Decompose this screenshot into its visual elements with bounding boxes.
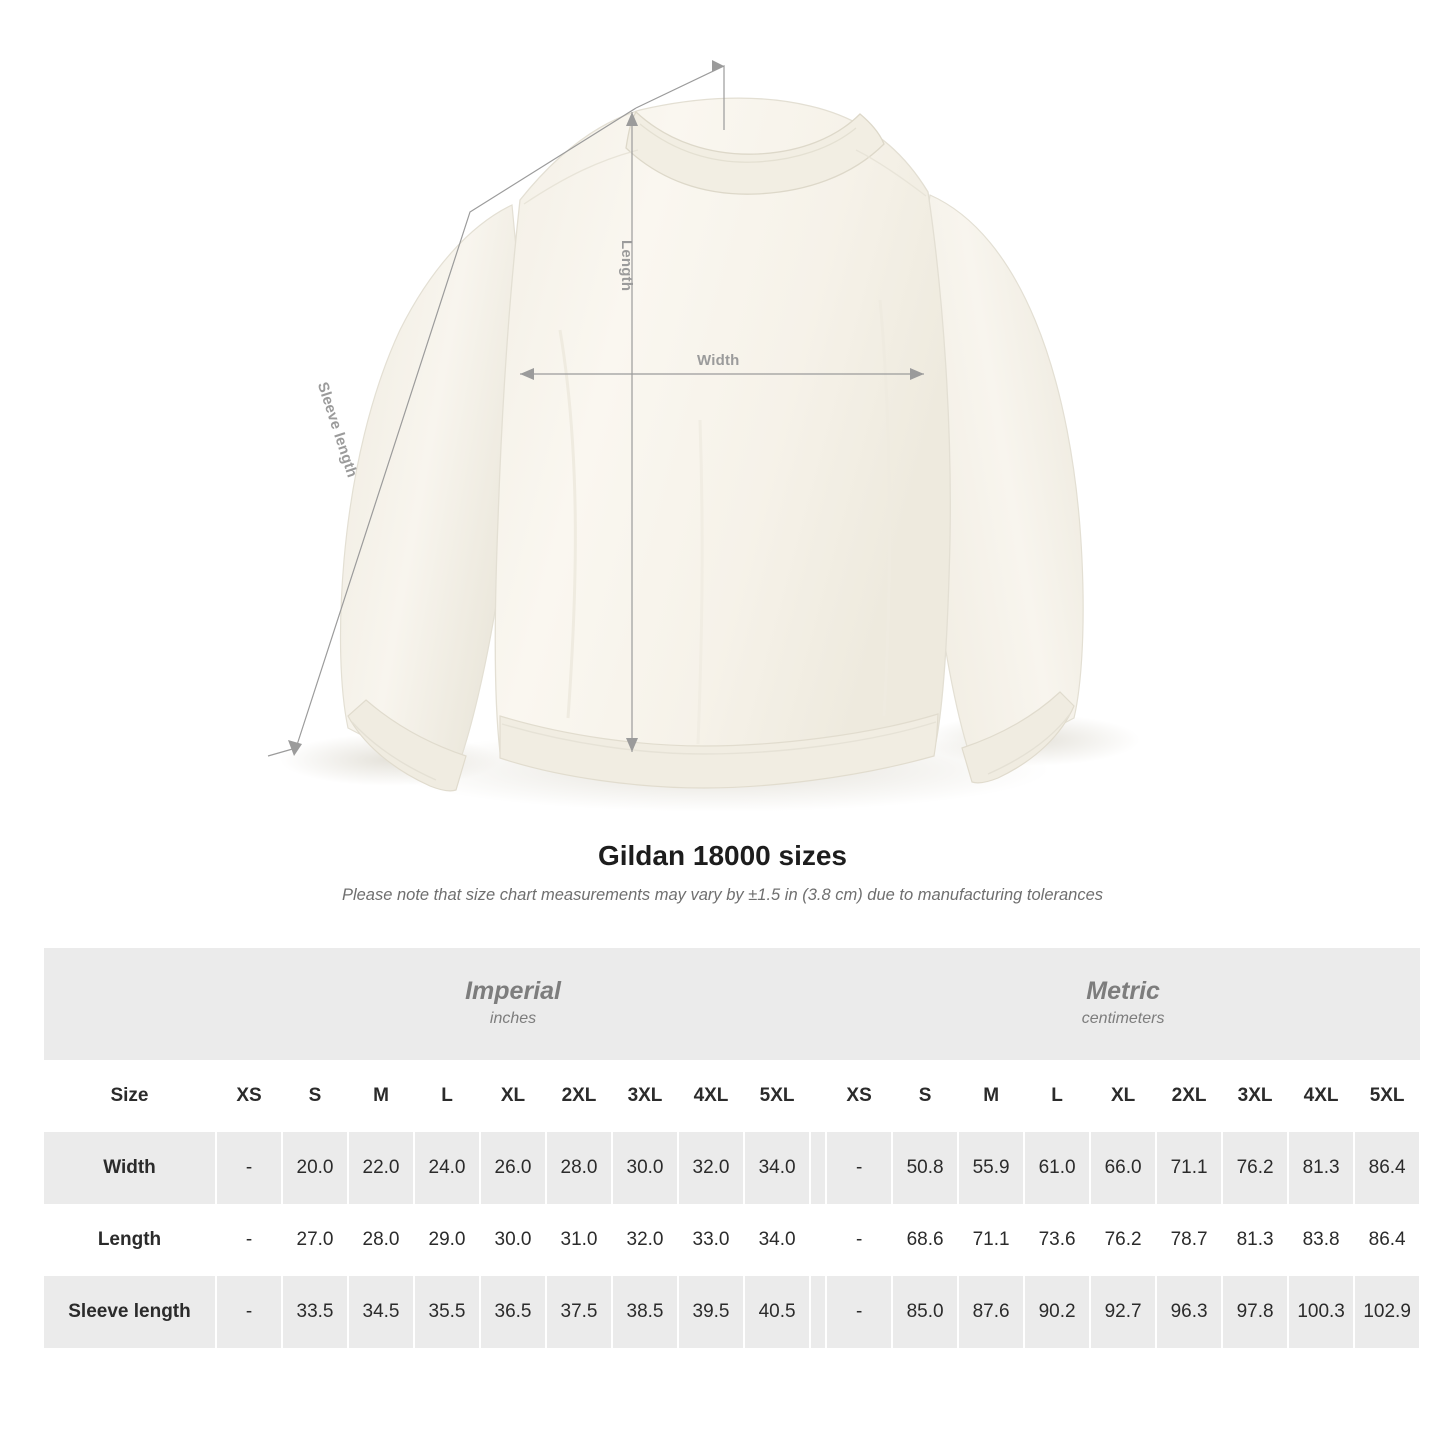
- col-header-imperial-s: S: [282, 1060, 348, 1132]
- size-table: [44, 948, 1421, 1348]
- cell-length-imperial-s: 27.0: [282, 1204, 348, 1276]
- cell-sleeve-metric-5xl: 102.9: [1354, 1276, 1420, 1348]
- cell-sleeve-imperial-m: 34.5: [348, 1276, 414, 1348]
- col-header-imperial-l: L: [414, 1060, 480, 1132]
- cell-width-imperial-xl: 26.0: [480, 1132, 546, 1204]
- cell-length-metric-xs: -: [826, 1204, 892, 1276]
- cell-length-metric-xl: 76.2: [1090, 1204, 1156, 1276]
- cell-sleeve-imperial-l: 35.5: [414, 1276, 480, 1348]
- table-row: [44, 1204, 1420, 1276]
- cell-width-metric-l: 61.0: [1024, 1132, 1090, 1204]
- cell-length-metric-4xl: 83.8: [1288, 1204, 1354, 1276]
- col-header-metric-xl: XL: [1090, 1060, 1156, 1132]
- row-label-length: Length: [97, 1229, 162, 1250]
- cell-width-metric-s: 50.8: [892, 1132, 958, 1204]
- col-header-metric-2xl: 2XL: [1156, 1060, 1222, 1132]
- cell-width-metric-m: 55.9: [958, 1132, 1024, 1204]
- cell-sleeve-imperial-2xl: 37.5: [546, 1276, 612, 1348]
- col-header-imperial-3xl: 3XL: [612, 1060, 678, 1132]
- col-header-metric-l: L: [1024, 1060, 1090, 1132]
- cell-length-imperial-xs: -: [216, 1204, 282, 1276]
- unit-imperial-sub: inches: [489, 1009, 537, 1027]
- size-header-row: [44, 1060, 1420, 1132]
- cell-width-metric-4xl: 81.3: [1288, 1132, 1354, 1204]
- row-label-sleeve-length: Sleeve length: [44, 1276, 216, 1348]
- unit-gap-cell: [810, 948, 826, 1060]
- col-header-metric-4xl: 4XL: [1288, 1060, 1354, 1132]
- cell-sleeve-metric-3xl: 97.8: [1222, 1276, 1288, 1348]
- cell-sleeve-imperial-xs: -: [216, 1276, 282, 1348]
- col-header-metric-xs: XS: [826, 1060, 892, 1132]
- row-gap-cell: [810, 1132, 826, 1204]
- cell-width-imperial-m: 22.0: [348, 1132, 414, 1204]
- row-label-width: Width: [44, 1132, 216, 1204]
- col-header-metric-3xl: 3XL: [1222, 1060, 1288, 1132]
- dimension-label-length: Length: [618, 240, 635, 292]
- cell-width-metric-3xl: 76.2: [1222, 1132, 1288, 1204]
- cell-sleeve-metric-xl: 92.7: [1090, 1276, 1156, 1348]
- cell-length-imperial-2xl: 31.0: [546, 1204, 612, 1276]
- tolerance-note: Please note that size chart measurements may vary by ±1.5 in (3.8 cm) due to manufacturing tolerances: [341, 886, 1104, 904]
- cell-width-metric-xs: -: [826, 1132, 892, 1204]
- row-gap-cell: [810, 1276, 826, 1348]
- unit-imperial-cell: [216, 948, 810, 1060]
- col-header-metric-m: M: [958, 1060, 1024, 1132]
- cell-length-imperial-4xl: 33.0: [678, 1204, 744, 1276]
- col-header-metric-5xl: 5XL: [1354, 1060, 1420, 1132]
- col-header-imperial-5xl: 5XL: [744, 1060, 810, 1132]
- col-header-imperial-4xl: 4XL: [678, 1060, 744, 1132]
- cell-width-imperial-xs: -: [216, 1132, 282, 1204]
- cell-length-metric-5xl: 86.4: [1354, 1204, 1420, 1276]
- cell-length-imperial-m: 28.0: [348, 1204, 414, 1276]
- cell-length-imperial-3xl: 32.0: [612, 1204, 678, 1276]
- cell-sleeve-metric-2xl: 96.3: [1156, 1276, 1222, 1348]
- row-gap-cell: [810, 1204, 826, 1276]
- cell-width-imperial-s: 20.0: [282, 1132, 348, 1204]
- unit-metric-sub: centimeters: [1081, 1009, 1165, 1027]
- col-header-metric-s: S: [892, 1060, 958, 1132]
- cell-sleeve-metric-l: 90.2: [1024, 1276, 1090, 1348]
- cell-sleeve-metric-m: 87.6: [958, 1276, 1024, 1348]
- cell-width-metric-2xl: 71.1: [1156, 1132, 1222, 1204]
- header-gap-cell: [810, 1060, 826, 1132]
- cell-length-metric-l: 73.6: [1024, 1204, 1090, 1276]
- title-block: [0, 840, 1445, 905]
- cell-width-metric-5xl: 86.4: [1354, 1132, 1420, 1204]
- unit-imperial-name: Imperial: [465, 976, 561, 1005]
- cell-length-imperial-5xl: 34.0: [744, 1204, 810, 1276]
- cell-width-metric-xl: 66.0: [1090, 1132, 1156, 1204]
- cell-width-imperial-5xl: 34.0: [744, 1132, 810, 1204]
- cell-sleeve-metric-4xl: 100.3: [1288, 1276, 1354, 1348]
- cell-length-metric-3xl: 81.3: [1222, 1204, 1288, 1276]
- page-title: Gildan 18000 sizes: [597, 840, 848, 871]
- row-header-size: Size: [44, 1060, 216, 1132]
- dimension-label-width: Width: [697, 352, 740, 369]
- cell-width-imperial-3xl: 30.0: [612, 1132, 678, 1204]
- col-header-imperial-xs: XS: [216, 1060, 282, 1132]
- dimension-label-sleeve-length: Sleeve length: [313, 380, 361, 480]
- cell-sleeve-imperial-4xl: 39.5: [678, 1276, 744, 1348]
- table-row: [44, 1132, 1420, 1204]
- unit-row-spacer: [44, 948, 216, 1060]
- cell-sleeve-imperial-xl: 36.5: [480, 1276, 546, 1348]
- unit-metric-name: Metric: [1086, 976, 1160, 1005]
- unit-header-row: [44, 948, 1420, 1060]
- cell-width-imperial-4xl: 32.0: [678, 1132, 744, 1204]
- cell-sleeve-imperial-s: 33.5: [282, 1276, 348, 1348]
- col-header-imperial-2xl: 2XL: [546, 1060, 612, 1132]
- cell-length-imperial-xl: 30.0: [480, 1204, 546, 1276]
- unit-metric-cell: [826, 948, 1420, 1060]
- cell-length-metric-2xl: 78.7: [1156, 1204, 1222, 1276]
- col-header-imperial-xl: XL: [480, 1060, 546, 1132]
- cell-width-imperial-2xl: 28.0: [546, 1132, 612, 1204]
- cell-sleeve-imperial-5xl: 40.5: [744, 1276, 810, 1348]
- cell-length-imperial-l: 29.0: [414, 1204, 480, 1276]
- table-row: [44, 1276, 1420, 1348]
- cell-length-metric-s: 68.6: [892, 1204, 958, 1276]
- size-table-wrapper: [44, 948, 1411, 1348]
- cell-sleeve-metric-s: 85.0: [892, 1276, 958, 1348]
- cell-width-imperial-l: 24.0: [414, 1132, 480, 1204]
- cell-sleeve-imperial-3xl: 38.5: [612, 1276, 678, 1348]
- cell-sleeve-metric-xs: -: [826, 1276, 892, 1348]
- col-header-imperial-m: M: [348, 1060, 414, 1132]
- cell-length-metric-m: 71.1: [958, 1204, 1024, 1276]
